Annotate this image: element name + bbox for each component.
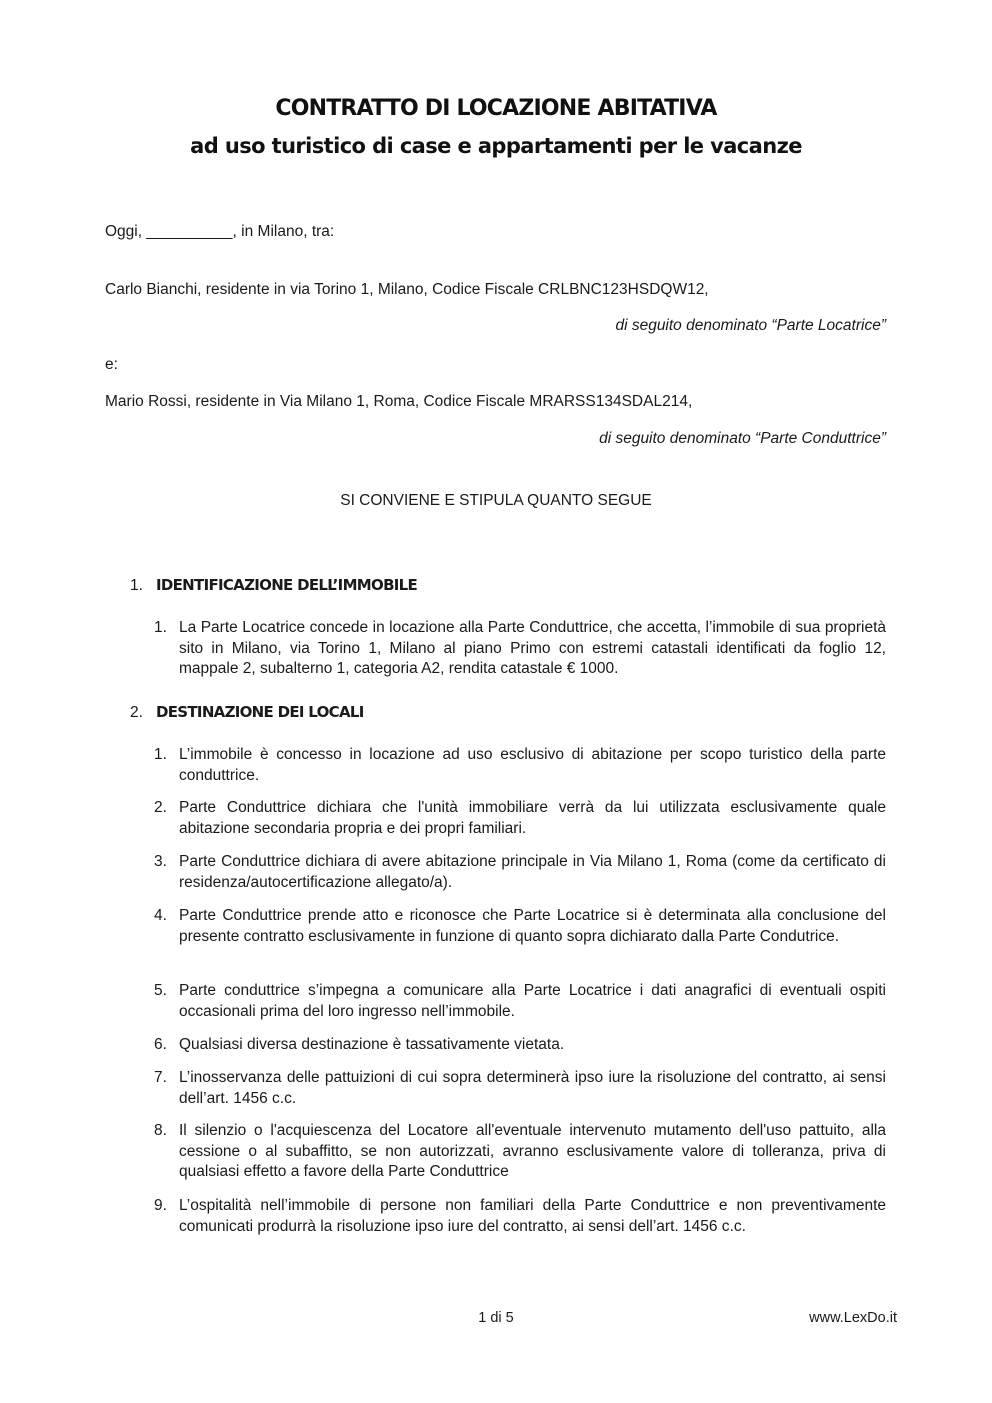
clause-item [154, 1121, 886, 1183]
clause-text: La Parte Locatrice concede in locazione alla Parte Conduttrice, che accetta, l’immobile di sua proprietà sito in Milano, via Torino 1, Milano al piano Primo con estremi catastali identificati da foglio 12, mappale 2, subalterno 1, categoria A2, rendita catastale € 1000. [179, 619, 886, 677]
party-tenant-role: di seguito denominato “Parte Conduttrice” [599, 430, 886, 447]
clause-item [154, 906, 886, 947]
clause-item [154, 981, 886, 1022]
section-title: IDENTIFICAZIONE DELL’IMMOBILE [156, 576, 418, 594]
page-number: 1 di 5 [478, 1310, 514, 1326]
clause-text: Qualsiasi diversa destinazione è tassativamente vietata. [179, 1036, 565, 1053]
section-heading [130, 576, 417, 595]
clause-number: 4. [154, 907, 167, 924]
clause-item [154, 745, 886, 786]
clause-item [154, 1035, 886, 1056]
clause-number: 6. [154, 1036, 167, 1053]
clause-item [154, 852, 886, 893]
clause-number: 9. [154, 1197, 167, 1214]
clause-number: 7. [154, 1069, 167, 1086]
clause-text: Il silenzio o l'acquiescenza del Locatore all'eventuale intervenuto mutamento dell'uso pattuito, alla cessione o al subaffitto, se non autorizzati, avranno esclusivamente valore di tolleranza, priva di qualsiasi effetto a favore della Parte Conduttrice [179, 1122, 886, 1180]
clause-number: 8. [154, 1122, 167, 1139]
document-subtitle: ad uso turistico di case e appartamenti per le vacanze [190, 134, 802, 158]
clause-text: Parte conduttrice s’impegna a comunicare alla Parte Locatrice i dati anagrafici di eventuali ospiti occasionali prima del loro ingresso nell’immobile. [179, 982, 886, 1020]
date-line: Oggi, __________, in Milano, tra: [105, 223, 335, 240]
clause-text: Parte Conduttrice prende atto e riconosce che Parte Locatrice si è determinata alla conclusione del presente contratto esclusivamente in funzione di quanto sopra dichiarato dalla Parte Condutrice. [179, 907, 886, 945]
clause-item [154, 798, 886, 839]
party-tenant: Mario Rossi, residente in Via Milano 1, Roma, Codice Fiscale MRARSS134SDAL214, [105, 393, 693, 410]
clause-item [154, 1068, 886, 1109]
conjunction-text: e: [105, 356, 118, 373]
party-landlord: Carlo Bianchi, residente in via Torino 1, Milano, Codice Fiscale CRLBNC123HSDQW12, [105, 281, 709, 298]
clause-text: L’immobile è concesso in locazione ad uso esclusivo di abitazione per scopo turistico della parte conduttrice. [179, 746, 886, 784]
document-title: CONTRATTO DI LOCAZIONE ABITATIVA [275, 96, 717, 121]
clause-text: Parte Conduttrice dichiara che l'unità immobiliare verrà da lui utilizzata esclusivamente quale abitazione secondaria propria e dei propri familiari. [179, 799, 886, 837]
clause-number: 3. [154, 853, 167, 870]
clause-number: 5. [154, 982, 167, 999]
clause-text: Parte Conduttrice dichiara di avere abitazione principale in Via Milano 1, Roma (come da certificato di residenza/autocertificazione allegato/a). [179, 853, 886, 891]
clause-item [154, 1196, 886, 1237]
clause-item [154, 618, 886, 680]
footer-website: www.LexDo.it [809, 1310, 897, 1326]
clause-number: 2. [154, 799, 167, 816]
section-number: 2. [130, 704, 143, 721]
clause-number: 1. [154, 619, 167, 636]
clause-text: L’ospitalità nell’immobile di persone non familiari della Parte Conduttrice e non preventivamente comunicati produrrà la risoluzione ipso iure del contratto, ai sensi dell’art. 1456 c.c. [179, 1197, 886, 1235]
party-landlord-role: di seguito denominato “Parte Locatrice” [615, 317, 886, 334]
section-title: DESTINAZIONE DEI LOCALI [156, 703, 364, 721]
clause-number: 1. [154, 746, 167, 763]
section-heading [130, 703, 364, 722]
clause-text: L’inosservanza delle pattuizioni di cui sopra determinerà ipso iure la risoluzione del contratto, ai sensi dell’art. 1456 c.c. [179, 1069, 886, 1107]
agreement-statement: SI CONVIENE E STIPULA QUANTO SEGUE [340, 492, 652, 509]
section-number: 1. [130, 577, 143, 594]
